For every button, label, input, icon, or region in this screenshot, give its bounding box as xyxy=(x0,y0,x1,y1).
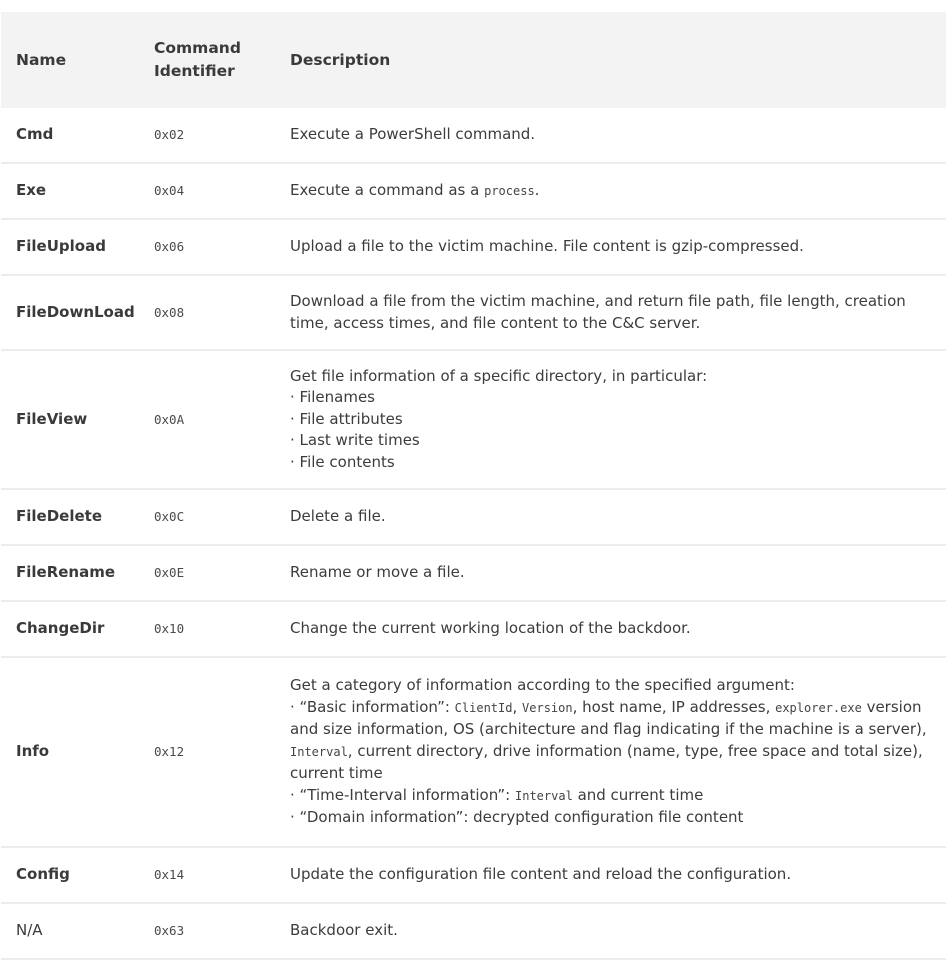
desc-bullet: · File attributes xyxy=(290,409,403,428)
command-name: FileRename xyxy=(1,545,139,601)
command-description xyxy=(275,657,946,847)
commands-table-container xyxy=(1,12,946,960)
command-id: 0x04 xyxy=(139,163,275,219)
desc-bullet: · Filenames xyxy=(290,388,375,407)
desc-code: explorer.exe xyxy=(775,700,862,715)
table-row xyxy=(1,275,946,350)
command-id: 0x10 xyxy=(139,601,275,657)
table-row xyxy=(1,903,946,959)
desc-code: process xyxy=(484,183,535,198)
desc-text: · “Time-Interval information”: xyxy=(290,785,515,804)
command-description: Rename or move a file. xyxy=(275,545,946,601)
commands-table xyxy=(1,12,946,960)
desc-text: . xyxy=(534,180,540,199)
command-id: 0x0A xyxy=(139,350,275,489)
command-name: FileView xyxy=(1,350,139,489)
table-row xyxy=(1,163,946,219)
command-description: Execute a PowerShell command. xyxy=(275,108,946,163)
command-id: 0x12 xyxy=(139,657,275,847)
desc-text: · “Basic information”: xyxy=(290,697,455,716)
desc-text: , current directory, drive information (name, type, free space and total size), current time xyxy=(290,741,923,783)
desc-bullet-interval xyxy=(290,785,946,808)
command-description: Update the configuration file content and reload the configuration. xyxy=(275,847,946,903)
desc-bullet-domain: · “Domain information”: decrypted configuration file content xyxy=(290,808,744,827)
command-name: FileUpload xyxy=(1,219,139,275)
command-description: Download a file from the victim machine, and return file path, file length, creation time, access times, and file content to the C&C server. xyxy=(275,275,946,350)
command-name: FileDelete xyxy=(1,489,139,545)
table-row xyxy=(1,657,946,847)
command-id: 0x02 xyxy=(139,108,275,163)
table-row xyxy=(1,108,946,163)
command-id: 0x0C xyxy=(139,489,275,545)
table-row xyxy=(1,601,946,657)
desc-code: Version xyxy=(522,700,573,715)
command-description: Backdoor exit. xyxy=(275,903,946,959)
desc-code: Interval xyxy=(290,744,348,759)
command-name: Cmd xyxy=(1,108,139,163)
desc-text: , host name, IP addresses, xyxy=(572,697,776,716)
command-id: 0x08 xyxy=(139,275,275,350)
command-name: N/A xyxy=(1,903,139,959)
desc-bullet: · File contents xyxy=(290,452,395,471)
command-description: Upload a file to the victim machine. File content is gzip-compressed. xyxy=(275,219,946,275)
command-description xyxy=(275,163,946,219)
command-name: Config xyxy=(1,847,139,903)
header-description: Description xyxy=(275,12,946,108)
table-row xyxy=(1,350,946,489)
table-row xyxy=(1,489,946,545)
table-row xyxy=(1,219,946,275)
desc-bullet: · Last write times xyxy=(290,431,420,450)
desc-text: Execute a command as a xyxy=(290,180,485,199)
desc-intro: Get file information of a specific directory, in particular: xyxy=(290,366,708,385)
table-row xyxy=(1,847,946,903)
desc-bullet-basic xyxy=(290,697,946,785)
command-description xyxy=(275,350,946,489)
header-name: Name xyxy=(1,12,139,108)
desc-text: , xyxy=(512,697,523,716)
desc-intro: Get a category of information according to the specified argument: xyxy=(290,676,795,695)
table-header-row xyxy=(1,12,946,108)
command-name: Exe xyxy=(1,163,139,219)
command-description: Delete a file. xyxy=(275,489,946,545)
command-name: ChangeDir xyxy=(1,601,139,657)
desc-text: version and size information, OS (architecture and flag indicating if the machine is a server), xyxy=(290,697,927,739)
desc-code: Interval xyxy=(515,788,573,803)
command-id: 0x14 xyxy=(139,847,275,903)
command-id: 0x06 xyxy=(139,219,275,275)
header-command-identifier: Command Identifier xyxy=(139,12,275,108)
command-description: Change the current working location of the backdoor. xyxy=(275,601,946,657)
desc-text: and current time xyxy=(572,785,704,804)
table-row xyxy=(1,545,946,601)
command-name: FileDownLoad xyxy=(1,275,139,350)
command-id: 0x63 xyxy=(139,903,275,959)
command-id: 0x0E xyxy=(139,545,275,601)
command-name: Info xyxy=(1,657,139,847)
desc-code: ClientId xyxy=(454,700,513,715)
